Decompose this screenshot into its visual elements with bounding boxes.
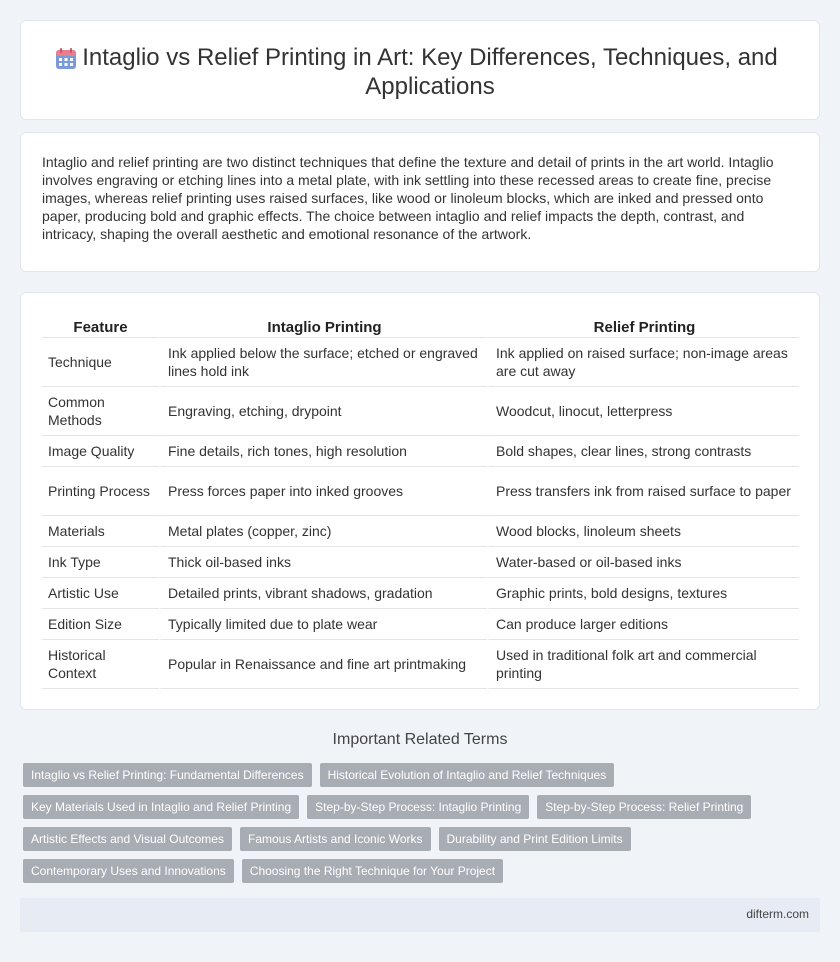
table-cell: Thick oil-based inks [159, 547, 487, 578]
related-term-tag[interactable]: Artistic Effects and Visual Outcomes [23, 827, 232, 851]
table-cell: Bold shapes, clear lines, strong contrasts [487, 436, 799, 467]
table-row [42, 640, 799, 689]
table-cell: Fine details, rich tones, high resolution [159, 436, 487, 467]
tag-row [23, 763, 813, 787]
table-cell: Metal plates (copper, zinc) [159, 516, 487, 547]
table-cell: Graphic prints, bold designs, textures [487, 578, 799, 609]
table-cell: Popular in Renaissance and fine art printmaking [159, 640, 487, 689]
related-term-tag[interactable]: Durability and Print Edition Limits [439, 827, 631, 851]
table-cell: Used in traditional folk art and commercial printing [487, 640, 799, 689]
comparison-table-card [20, 292, 820, 710]
related-terms-heading: Important Related Terms [332, 731, 508, 748]
footer-brand[interactable]: difterm.com [746, 907, 809, 921]
related-term-tag[interactable]: Key Materials Used in Intaglio and Relief Printing [23, 795, 299, 819]
related-term-tag[interactable]: Intaglio vs Relief Printing: Fundamental Differences [23, 763, 312, 787]
table-cell: Ink applied below the surface; etched or engraved lines hold ink [159, 338, 487, 387]
table-cell: Ink applied on raised surface; non-image areas are cut away [487, 338, 799, 387]
table-row [42, 387, 799, 436]
intro-paragraph: Intaglio and relief printing are two distinct techniques that define the texture and detail of prints in the art world. Intaglio involves engraving or etching lines into a metal plate, with ink settling into these recessed areas to create fine, precise images, whereas relief printing uses raised surfaces, like wood or linoleum blocks, which are inked and pressed onto paper, producing bold and graphic effects. The choice between intaglio and relief impacts the depth, contrast, and intricacy, shaping the overall aesthetic and emotional resonance of the artwork. [42, 154, 774, 242]
table-cell: Ink Type [42, 547, 159, 578]
table-cell: Detailed prints, vibrant shadows, gradation [159, 578, 487, 609]
column-header: Intaglio Printing [159, 313, 487, 338]
table-row [42, 338, 799, 387]
tag-row [23, 795, 813, 819]
table-cell: Edition Size [42, 609, 159, 640]
tag-row [23, 827, 813, 851]
related-term-tag[interactable]: Step-by-Step Process: Relief Printing [537, 795, 751, 819]
table-header-row [42, 313, 799, 338]
table-cell: Technique [42, 338, 159, 387]
table-row [42, 516, 799, 547]
column-header: Feature [42, 313, 159, 338]
table-cell: Can produce larger editions [487, 609, 799, 640]
related-term-tag[interactable]: Historical Evolution of Intaglio and Relief Techniques [320, 763, 615, 787]
table-row [42, 436, 799, 467]
table-cell: Press forces paper into inked grooves [159, 467, 487, 516]
table-cell: Image Quality [42, 436, 159, 467]
table-row [42, 467, 799, 516]
table-cell: Water-based or oil-based inks [487, 547, 799, 578]
table-cell: Woodcut, linocut, letterpress [487, 387, 799, 436]
header-card [20, 20, 820, 120]
table-row [42, 609, 799, 640]
column-header: Relief Printing [487, 313, 799, 338]
comparison-table [42, 313, 799, 689]
table-cell: Wood blocks, linoleum sheets [487, 516, 799, 547]
footer [20, 898, 820, 932]
table-row [42, 578, 799, 609]
related-term-tag[interactable]: Famous Artists and Iconic Works [240, 827, 431, 851]
table-cell: Printing Process [42, 467, 159, 516]
table-cell: Common Methods [42, 387, 159, 436]
table-row [42, 547, 799, 578]
table-cell: Press transfers ink from raised surface to paper [487, 467, 799, 516]
table-cell: Historical Context [42, 640, 159, 689]
related-term-tag[interactable]: Step-by-Step Process: Intaglio Printing [307, 795, 529, 819]
table-cell: Materials [42, 516, 159, 547]
page-title: Intaglio vs Relief Printing in Art: Key Differences, Techniques, and Applications [82, 44, 778, 100]
table-cell: Typically limited due to plate wear [159, 609, 487, 640]
intro-card [20, 132, 820, 272]
related-term-tag[interactable]: Choosing the Right Technique for Your Project [242, 859, 503, 883]
tag-row [23, 859, 813, 883]
related-terms-list [23, 763, 813, 891]
table-cell: Engraving, etching, drypoint [159, 387, 487, 436]
related-term-tag[interactable]: Contemporary Uses and Innovations [23, 859, 234, 883]
table-cell: Artistic Use [42, 578, 159, 609]
